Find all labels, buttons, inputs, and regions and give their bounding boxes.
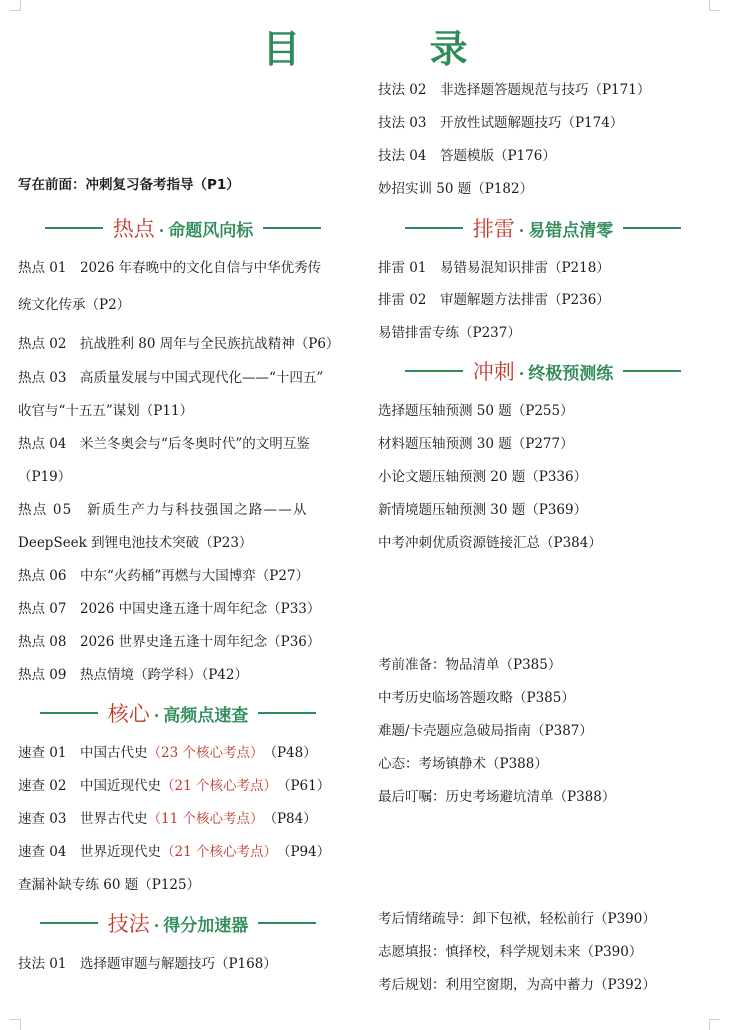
section-title: 核心 · 高频点速查	[107, 702, 249, 726]
corner-mark-tl	[10, 0, 21, 11]
section-header-skill	[18, 906, 338, 940]
toc-entry: 小论文题压轴预测 20 题（P336）	[378, 469, 588, 485]
toc-entry: 查漏补缺专练 60 题（P125）	[18, 877, 201, 893]
toc-entry: 技法 04 答题模版（P176）	[378, 148, 556, 164]
toc-entry: DeepSeek 到锂电池技术突破（P23）	[18, 535, 253, 551]
toc-entry: 速查 01 中国古代史（23 个核心考点） （P48）	[18, 745, 317, 761]
toc-entry: 热点 06 中东“火药桶”再燃与大国博弈（P27）	[18, 568, 310, 584]
intro-line: 写在前面：冲刺复习备考指导（P1）	[18, 177, 240, 193]
toc-entry: 中考冲刺优质资源链接汇总（P384）	[378, 535, 602, 551]
toc-entry: 新情境题压轴预测 30 题（P369）	[378, 502, 588, 518]
toc-entry: 热点 04 米兰冬奥会与“后冬奥时代”的文明互鉴	[18, 436, 310, 452]
toc-entry: 排雷 02 审题解题方法排雷（P236）	[378, 292, 610, 308]
toc-entry: 热点 09 热点情境（跨学科）（P42）	[18, 667, 248, 683]
page-title: 目 录	[262, 27, 526, 71]
toc-entry: 技法 01 选择题审题与解题技巧（P168）	[18, 956, 277, 972]
divider-line	[405, 227, 463, 229]
section-title: 冲刺 · 终极预测练	[472, 360, 614, 384]
divider-line	[45, 227, 103, 229]
toc-entry: 热点 08 2026 世界史逢五逢十周年纪念（P36）	[18, 634, 321, 650]
divider-line	[258, 922, 316, 924]
toc-entry: 最后叮嘱：历史考场避坑清单（P388）	[378, 789, 616, 805]
corner-mark-br	[709, 1019, 720, 1030]
section-header-sprint	[378, 354, 708, 388]
toc-entry: （P19）	[18, 469, 72, 485]
divider-line	[40, 712, 98, 714]
section-header-mines	[378, 211, 708, 245]
toc-entry: 速查 03 世界古代史（11 个核心考点） （P84）	[18, 811, 317, 827]
toc-entry: 热点 03 高质量发展与中国式现代化——“十四五”	[18, 370, 324, 386]
toc-entry: 考前准备：物品清单（P385）	[378, 657, 562, 673]
toc-entry: 热点 02 抗战胜利 80 周年与全民族抗战精神（P6）	[18, 336, 340, 352]
toc-entry: 排雷 01 易错易混知识排雷（P218）	[378, 260, 610, 276]
toc-entry: 选择题压轴预测 50 题（P255）	[378, 403, 574, 419]
toc-entry: 热点 05 新质生产力与科技强国之路——从	[18, 502, 308, 518]
toc-entry: 妙招实训 50 题（P182）	[378, 181, 534, 197]
section-title: 技法 · 得分加速器	[107, 912, 249, 936]
toc-entry: 热点 07 2026 中国史逢五逢十周年纪念（P33）	[18, 601, 321, 617]
divider-line	[405, 370, 463, 372]
toc-entry: 技法 02 非选择题答题规范与技巧（P171）	[378, 82, 651, 98]
toc-entry: 技法 03 开放性试题解题技巧（P174）	[378, 115, 624, 131]
toc-entry: 统文化传承（P2）	[18, 297, 131, 313]
toc-entry: 速查 04 世界近现代史（21 个核心考点） （P94）	[18, 844, 331, 860]
toc-entry: 中考历史临场答题攻略（P385）	[378, 690, 575, 706]
divider-line	[40, 922, 98, 924]
toc-entry: 志愿填报：慎择校，科学规划未来（P390）	[378, 944, 643, 960]
section-title: 热点 · 命题风向标	[112, 217, 254, 241]
divider-line	[623, 370, 681, 372]
toc-entry: 难题/卡壳题应急破局指南（P387）	[378, 723, 593, 739]
divider-line	[623, 227, 681, 229]
toc-entry: 考后情绪疏导：卸下包袱，轻松前行（P390）	[378, 911, 656, 927]
toc-entry: 考后规划：利用空窗期，为高中蓄力（P392）	[378, 977, 656, 993]
divider-line	[258, 712, 316, 714]
section-header-hotspot	[18, 211, 348, 245]
toc-entry: 收官与“十五五”谋划（P11）	[18, 403, 194, 419]
toc-entry: 速查 02 中国近现代史（21 个核心考点） （P61）	[18, 778, 331, 794]
divider-line	[263, 227, 321, 229]
toc-entry: 易错排雷专练（P237）	[378, 325, 521, 341]
corner-mark-tr	[709, 0, 720, 11]
section-title: 排雷 · 易错点清零	[472, 217, 614, 241]
corner-mark-bl	[10, 1019, 21, 1030]
toc-entry: 心态：考场镇静术（P388）	[378, 756, 548, 772]
toc-entry: 热点 01 2026 年春晚中的文化自信与中华优秀传	[18, 260, 322, 276]
toc-entry: 材料题压轴预测 30 题（P277）	[378, 436, 574, 452]
section-header-core	[18, 696, 338, 730]
